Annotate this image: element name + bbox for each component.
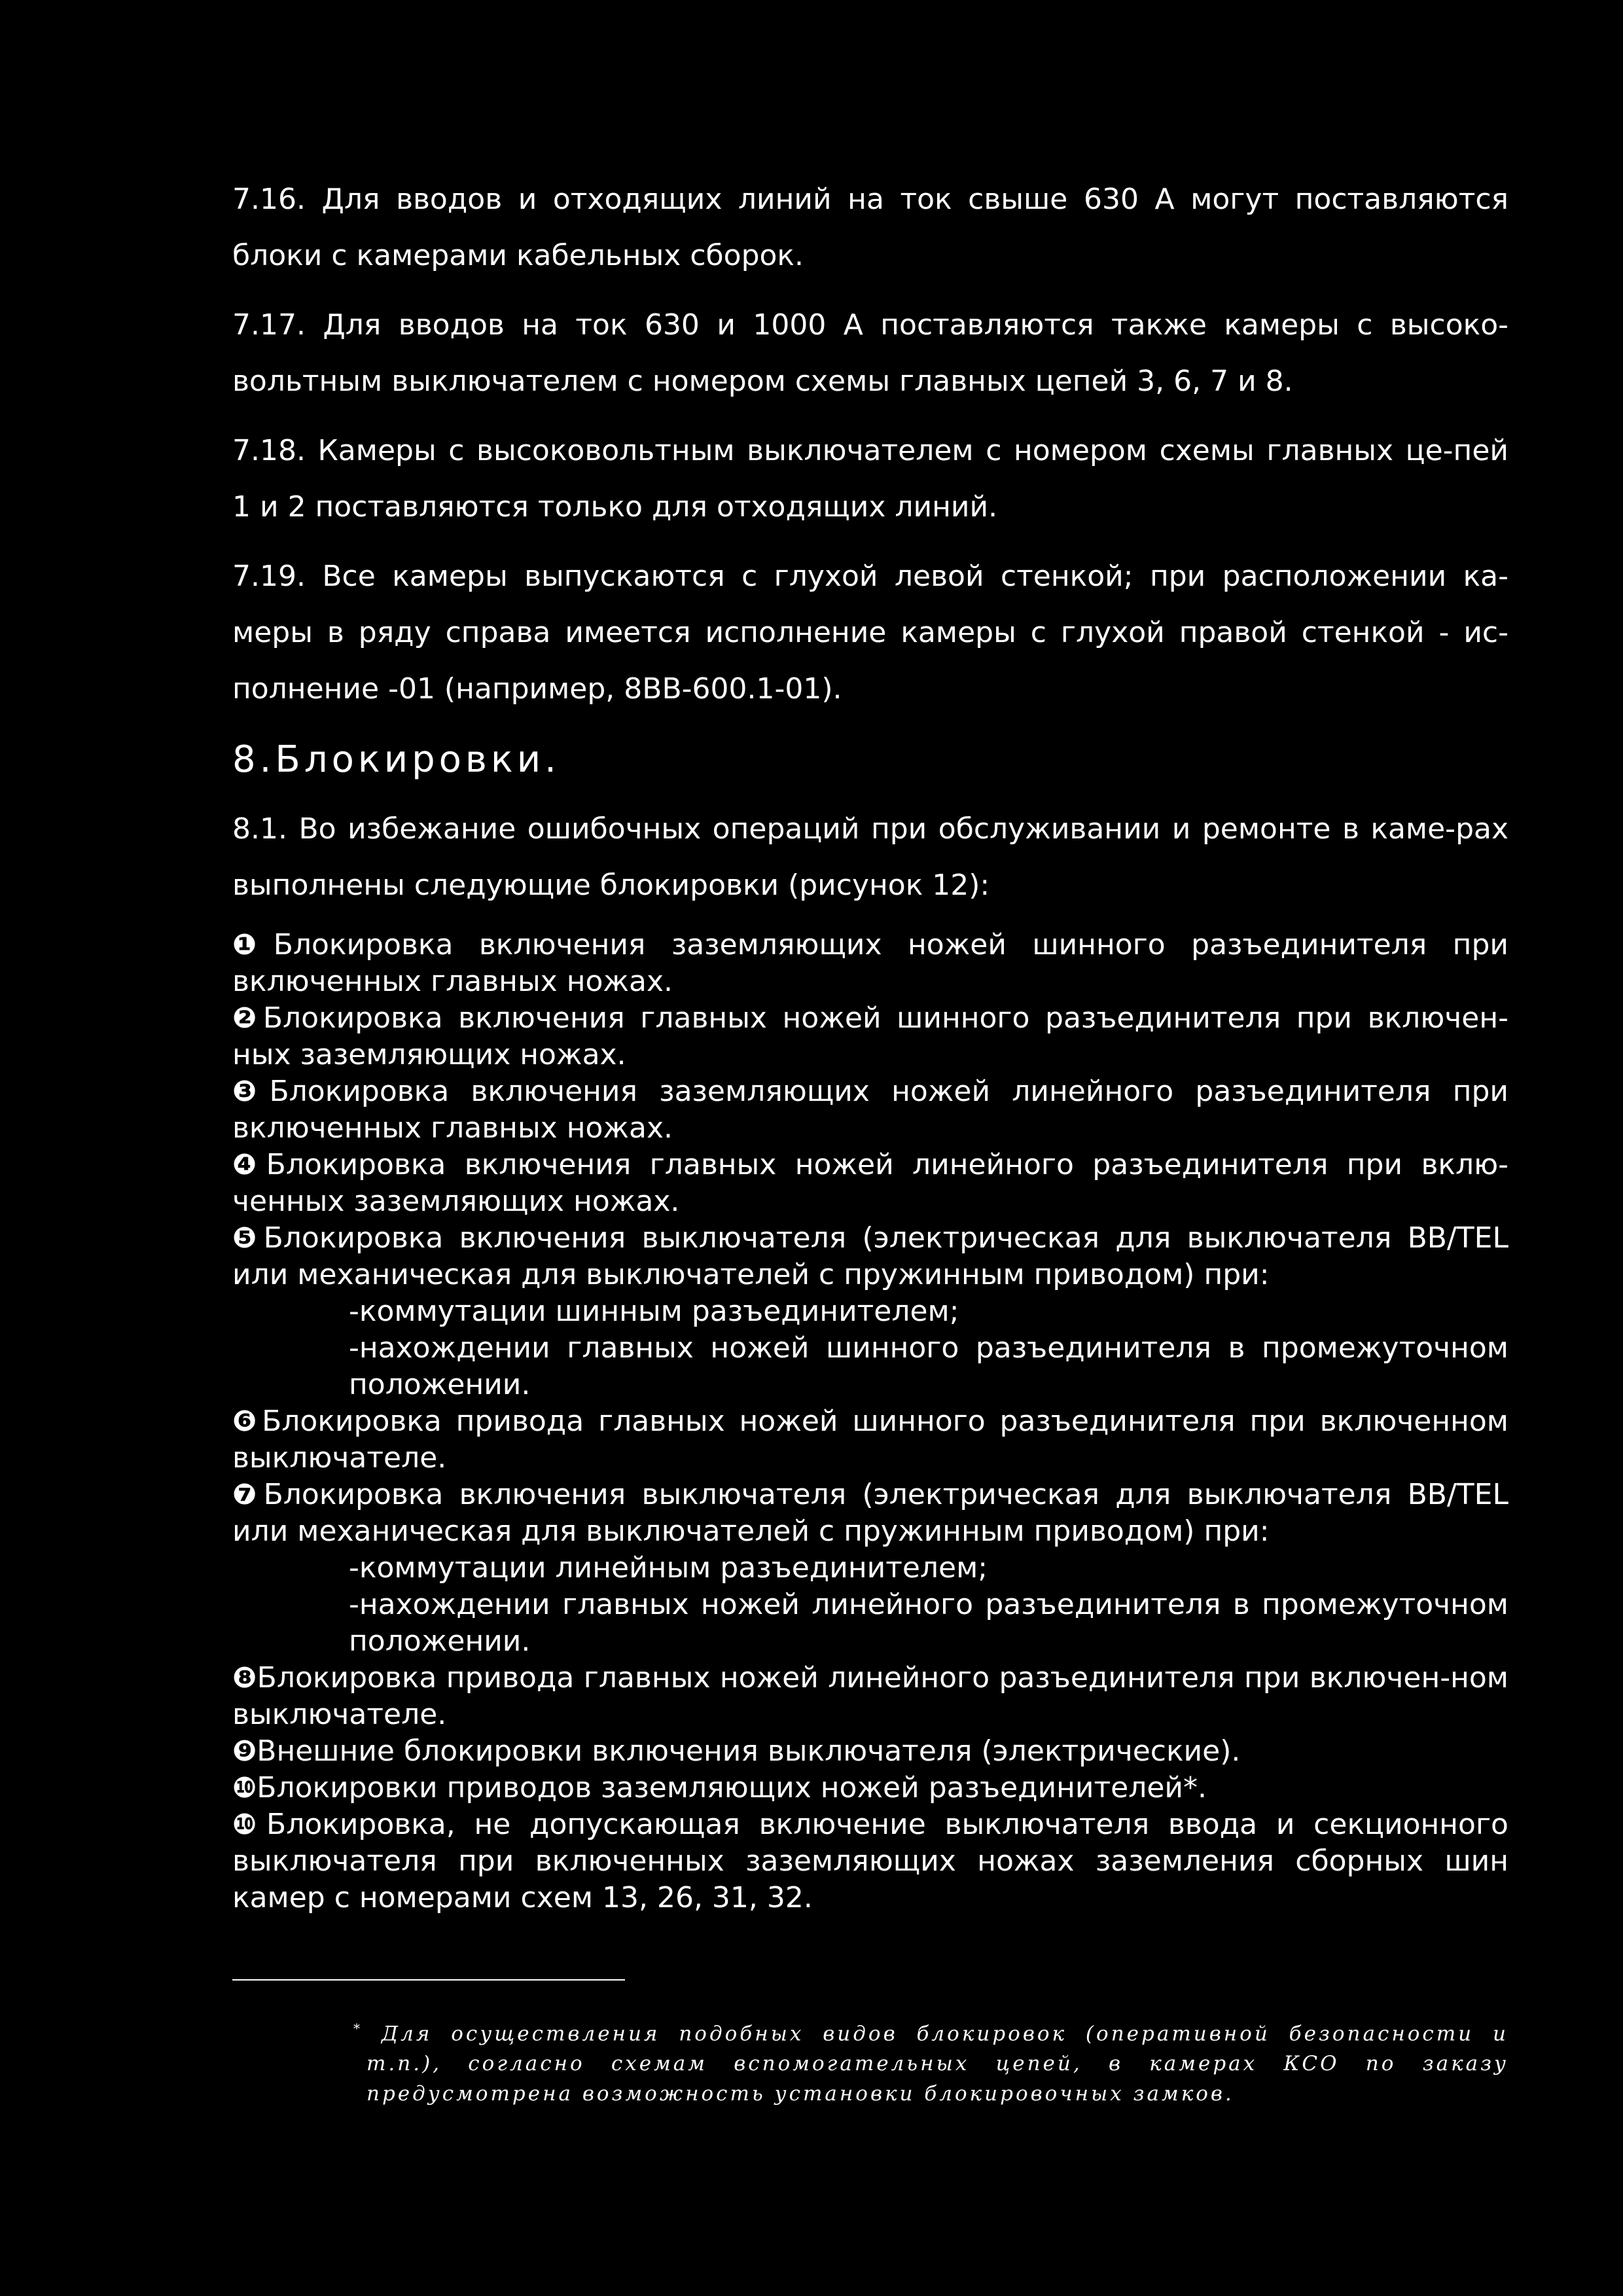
document-body: [232, 171, 1508, 1916]
lock-text: Блокировка включения выключателя (электрическая для выключателя ВВ/TEL или механическая для выключателей с пружинным приводом) при:: [232, 1478, 1508, 1548]
lock-text: Блокировка включения главных ножей линейного разъединителя при вклю-ченных заземляющих ножах.: [232, 1148, 1508, 1218]
lock-text: Блокировка, не допускающая включение выключателя ввода и секционного выключателя при включенных заземляющих ножах заземления сборных шин камер с номерами схем 13, 26, 31, 32.: [232, 1808, 1508, 1914]
lock-number: ❼: [232, 1478, 264, 1511]
lock-item: [232, 1806, 1508, 1916]
lock-item: [232, 1477, 1508, 1550]
paragraph-8-1: 8.1. Во избежание ошибочных операций при обслуживании и ремонте в каме-рах выполнены следующие блокировки (рисунок 12):: [232, 812, 1508, 902]
lock-item: [232, 1147, 1508, 1220]
lock-text: Блокировка включения главных ножей шинного разъединителя при включен-ных заземляющих ножах.: [232, 1001, 1508, 1071]
lock-subitem: -нахождении главных ножей шинного разъединителя в промежуточном положении.: [349, 1331, 1508, 1401]
footnote: [353, 2013, 1508, 2109]
paragraph-7-18: 7.18. Камеры с высоковольтным выключателем с номером схемы главных це-пей 1 и 2 поставляются только для отходящих линий.: [232, 434, 1508, 524]
lock-text: Блокировка включения заземляющих ножей шинного разъединителя при включенных главных ножах.: [232, 928, 1508, 998]
footnote-text: Для осуществления подобных видов блокировок (оперативной безопасности и т.п.), согласно схемам вспомогательных цепей, в камерах КСО по заказу предусмотрена возможность установки блокировочных замков.: [366, 2022, 1508, 2106]
paragraph-7-16: 7.16. Для вводов и отходящих линий на ток свыше 630 А могут поставляются блоки с камерами кабельных сборок.: [232, 183, 1508, 272]
lock-item: [232, 1073, 1508, 1147]
lock-number: ❿: [232, 1771, 257, 1804]
lock-text: Блокировка привода главных ножей шинного разъединителя при включенном выключателе.: [232, 1405, 1508, 1475]
lock-item: [232, 1000, 1508, 1073]
lock-text: Внешние блокировки включения выключателя (электрические).: [257, 1734, 1241, 1768]
lock-subitem: -коммутации линейным разъединителем;: [349, 1551, 988, 1585]
lock-list: [232, 927, 1508, 1916]
lock-number: ❻: [232, 1405, 262, 1438]
lock-text: Блокировка привода главных ножей линейного разъединителя при включен-ном выключателе.: [232, 1661, 1508, 1731]
lock-number: ❽: [232, 1661, 257, 1695]
lock-number: ❺: [232, 1221, 264, 1255]
paragraph-7-17: 7.17. Для вводов на ток 630 и 1000 А поставляются также камеры с высоко-вольтным выключателем с номером схемы главных цепей 3, 6, 7 и 8.: [232, 308, 1508, 398]
footnote-divider: [232, 1979, 625, 1981]
lock-item: [232, 1220, 1508, 1293]
lock-subitem: -нахождении главных ножей линейного разъединителя в промежуточном положении.: [349, 1588, 1508, 1658]
lock-item: [232, 1660, 1508, 1733]
lock-number: ❷: [232, 1001, 263, 1035]
lock-item: [232, 1733, 1508, 1770]
lock-item: [232, 927, 1508, 1000]
lock-text: Блокировка включения заземляющих ножей линейного разъединителя при включенных главных ножах.: [232, 1075, 1509, 1145]
lock-number: ❾: [232, 1734, 257, 1768]
footnote-mark: *: [353, 2020, 363, 2036]
lock-number: ❹: [232, 1148, 266, 1181]
lock-item: [232, 1403, 1508, 1477]
lock-number: ❿: [232, 1808, 267, 1841]
lock-item: [232, 1770, 1508, 1806]
lock-text: Блокировки приводов заземляющих ножей разъединителей*.: [257, 1771, 1207, 1804]
section-heading: 8.Блокировки.: [232, 738, 560, 781]
lock-subitem: -коммутации шинным разъединителем;: [349, 1295, 959, 1328]
paragraph-7-19: 7.19. Все камеры выпускаются с глухой левой стенкой; при расположении ка-меры в ряду справа имеется исполнение камеры с глухой правой стенкой - ис-полнение -01 (например, 8ВВ-600.1-01).: [232, 560, 1508, 706]
lock-text: Блокировка включения выключателя (электрическая для выключателя ВВ/TEL или механическая для выключателей с пружинным приводом) при:: [232, 1221, 1508, 1291]
lock-number: ❶: [232, 928, 274, 961]
lock-number: ❸: [232, 1075, 270, 1108]
